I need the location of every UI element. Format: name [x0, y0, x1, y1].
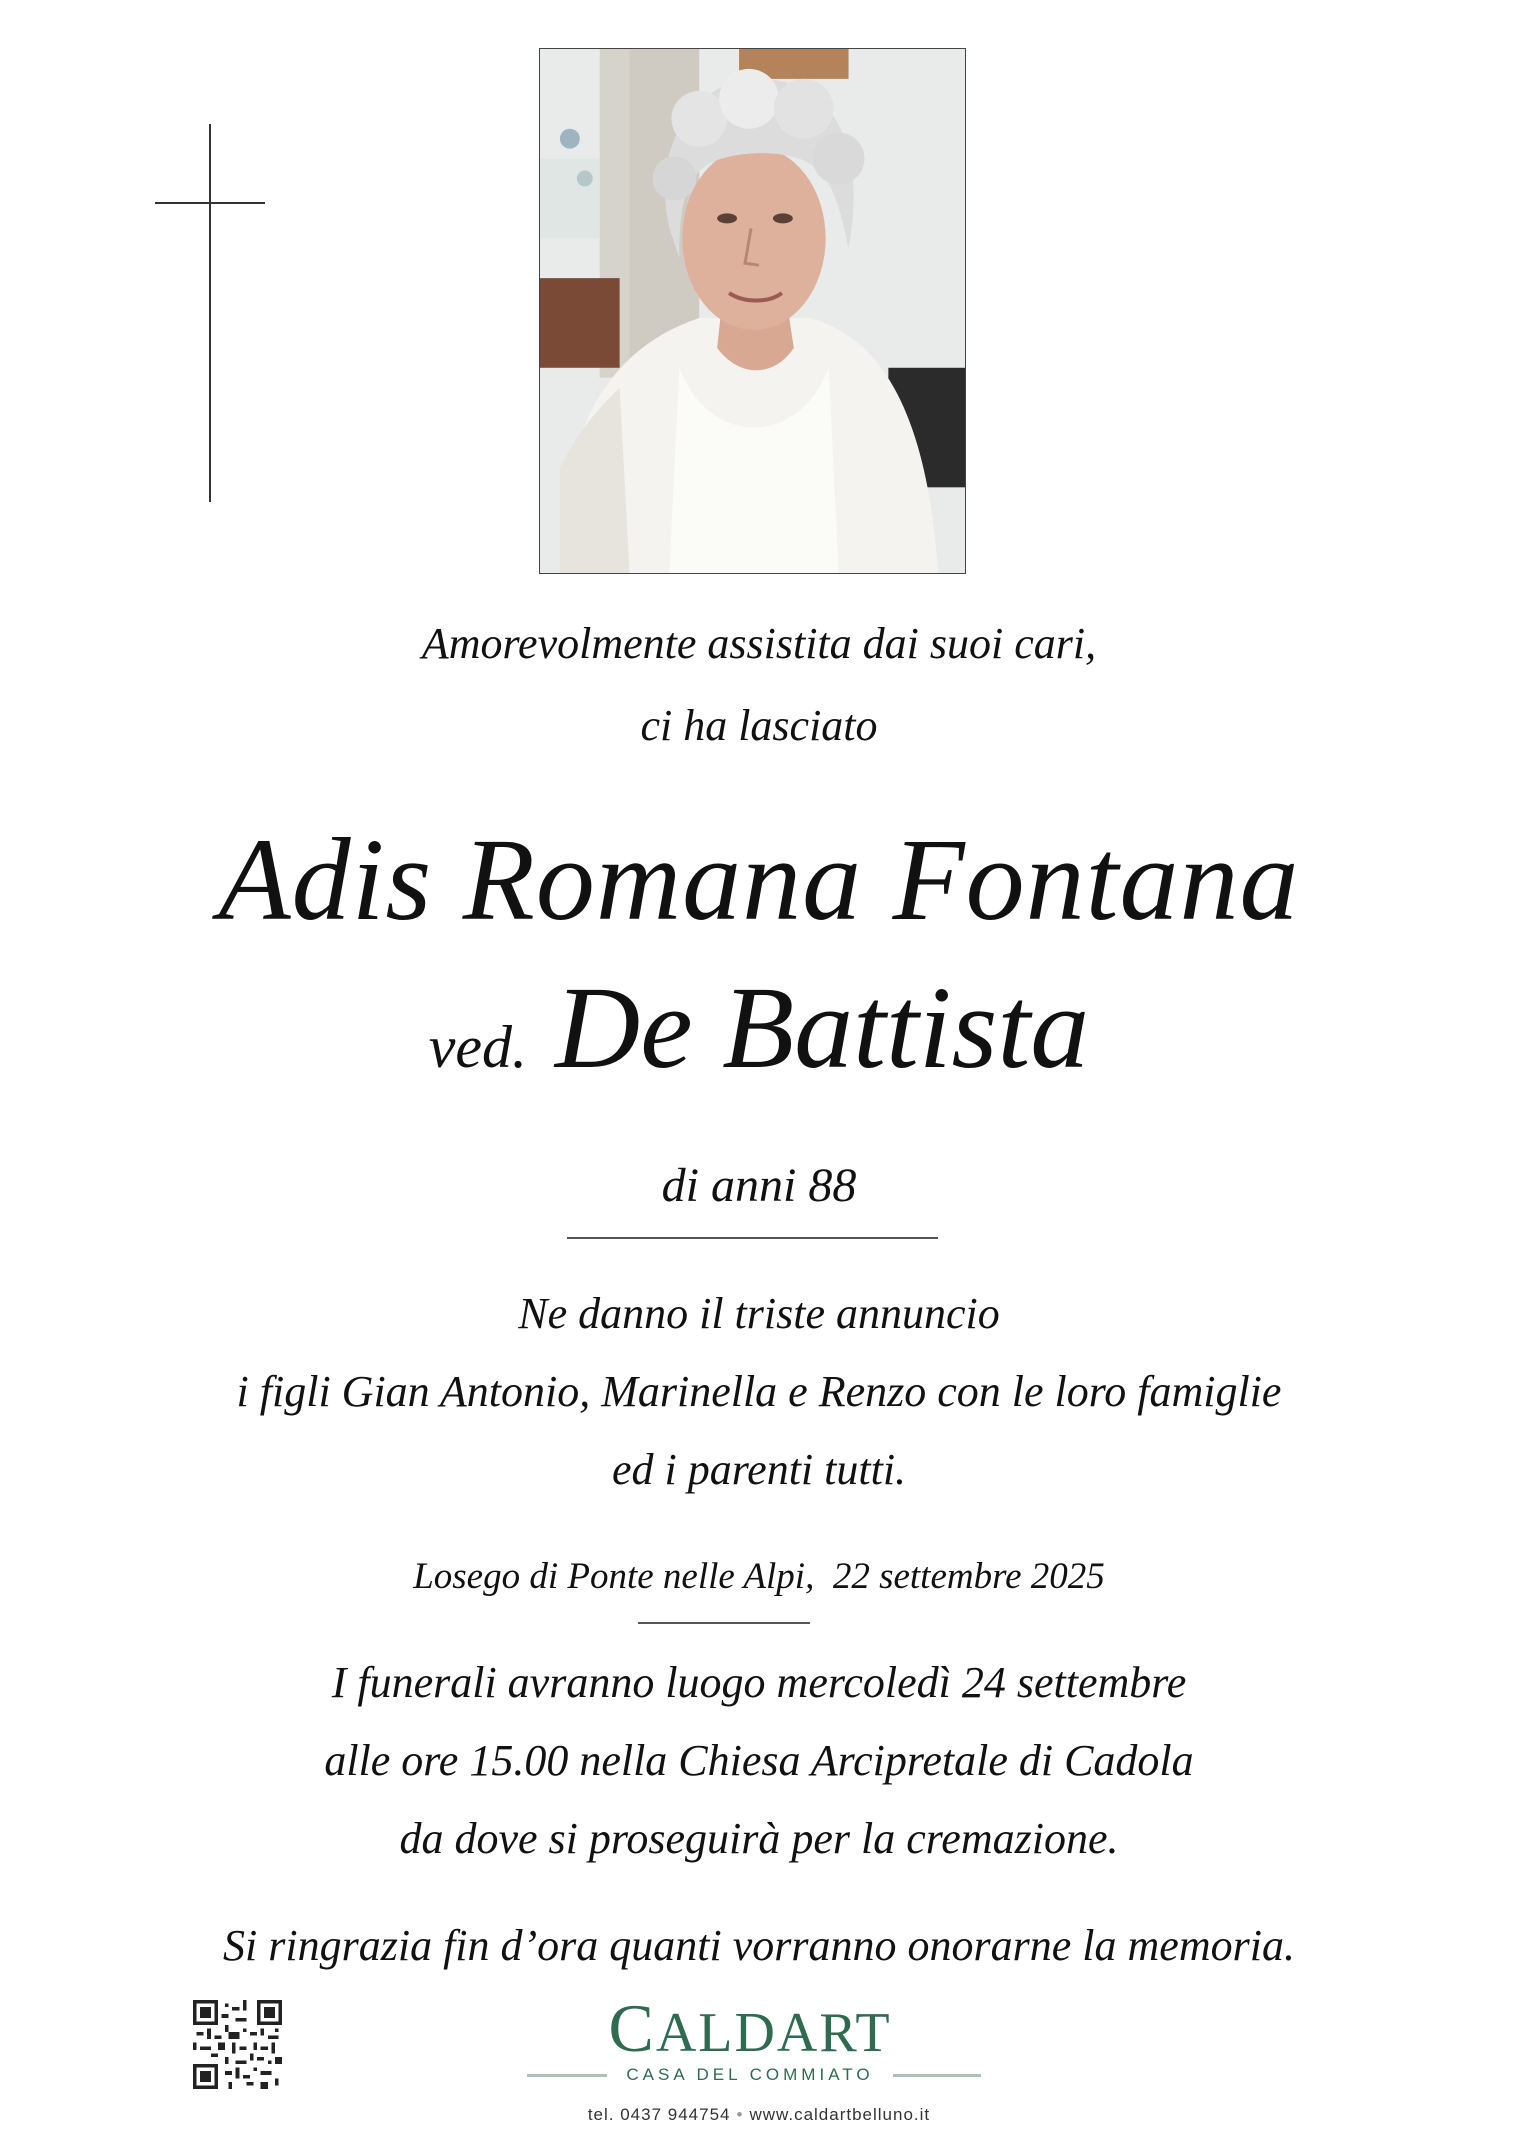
thanks-line: Si ringrazia fin d’ora quanti vorranno onorarne la memoria. [223, 1921, 1295, 1970]
married-prefix: ved. [428, 1014, 528, 1080]
logo-rest: ALDART [655, 2002, 892, 2064]
age: di anni 88 [661, 1159, 857, 1212]
announcement-line: Ne danno il triste annuncio [518, 1289, 1000, 1338]
separator: • [736, 2105, 744, 2124]
logo-subtitle: CASA DEL COMMIATO [626, 2065, 874, 2084]
phone[interactable]: tel. 0437 944754 [587, 2105, 731, 2124]
divider [638, 1622, 810, 1624]
logo-initial: C [608, 1990, 656, 2066]
married-name: De Battista [555, 962, 1090, 1093]
logo-rule [527, 2074, 607, 2077]
logo-wordmark [520, 1990, 980, 2066]
intro-line-2: ci ha lasciato [640, 701, 878, 750]
announcement-line: i figli Gian Antonio, Marinella e Renzo con le loro famiglie [236, 1367, 1282, 1416]
portrait-photo [539, 48, 966, 574]
married-name-line [0, 960, 1518, 1096]
contact-line [0, 2105, 1518, 2125]
deceased-name: Adis Romana Fontana [218, 814, 1300, 945]
qr-code-icon[interactable] [193, 2000, 282, 2089]
funeral-line: alle ore 15.00 nella Chiesa Arcipretale di Cadola [324, 1736, 1194, 1785]
funeral-line: da dove si proseguirà per la cremazione. [399, 1814, 1119, 1863]
website-link[interactable]: www.caldartbelluno.it [749, 2105, 931, 2124]
caldart-logo [520, 1990, 980, 2085]
intro-line-1: Amorevolmente assistita dai suoi cari, [421, 619, 1097, 668]
place-date: Losego di Ponte nelle Alpi, 22 settembre 2025 [413, 1556, 1105, 1597]
funeral-line: I funerali avranno luogo mercoledì 24 settembre [331, 1658, 1187, 1707]
announcement-line: ed i parenti tutti. [611, 1445, 907, 1494]
divider [567, 1237, 938, 1239]
logo-rule [893, 2074, 981, 2077]
